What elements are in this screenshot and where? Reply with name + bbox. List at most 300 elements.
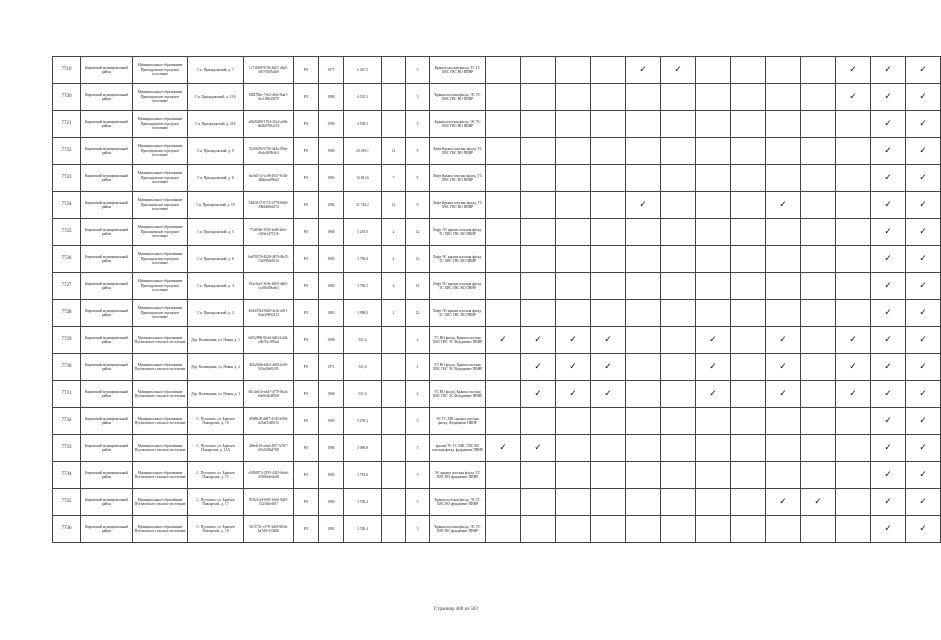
empty-cell <box>591 165 626 192</box>
cell-year: 1971 <box>319 354 344 381</box>
empty-cell <box>521 111 556 138</box>
empty-cell <box>521 300 556 327</box>
empty-cell <box>801 327 836 354</box>
empty-cell <box>486 462 521 489</box>
empty-cell <box>521 489 556 516</box>
check-mark-icon: ✓ <box>906 516 941 543</box>
empty-cell <box>661 111 696 138</box>
cell-fias-code: 6ac6d7c4-cc08-4927-8c5b-4b66aca09b23 <box>244 165 294 192</box>
cell-district: Кировский муниципальный район <box>81 327 133 354</box>
cell-type: РО <box>294 462 319 489</box>
cell-floors: 5 <box>406 57 430 84</box>
cell-year: 1985 <box>319 462 344 489</box>
cell-district: Кировский муниципальный район <box>81 273 133 300</box>
check-mark-icon: ✓ <box>906 354 941 381</box>
check-mark-icon: ✓ <box>836 57 871 84</box>
empty-cell <box>556 489 591 516</box>
empty-cell <box>731 246 766 273</box>
check-mark-icon: ✓ <box>871 516 906 543</box>
empty-cell <box>591 219 626 246</box>
cell-area: 5 218,0 <box>344 219 382 246</box>
cell-year: 1990 <box>319 111 344 138</box>
empty-cell <box>521 246 556 273</box>
check-mark-icon: ✓ <box>626 192 661 219</box>
cell-area: 3 796,9 <box>344 246 382 273</box>
empty-cell <box>486 138 521 165</box>
cell-lifts: 2 <box>382 300 406 327</box>
empty-cell <box>661 489 696 516</box>
empty-cell <box>731 354 766 381</box>
check-mark-icon: ✓ <box>906 111 941 138</box>
cell-area: 23 019,1 <box>344 138 382 165</box>
empty-cell <box>661 192 696 219</box>
cell-district: Кировский муниципальный район <box>81 300 133 327</box>
empty-cell <box>626 327 661 354</box>
empty-cell <box>661 219 696 246</box>
cell-type: РО <box>294 111 319 138</box>
empty-cell <box>801 57 836 84</box>
cell-municipality: Муниципальное образование Путиловское сельское поселение <box>133 408 188 435</box>
empty-cell <box>661 327 696 354</box>
empty-cell <box>556 57 591 84</box>
empty-cell <box>556 111 591 138</box>
cell-year: 1980 <box>319 138 344 165</box>
cell-works: Крыша плоская фасад. ЭС ТС ХВС ГВС ВО ПВНР <box>430 111 486 138</box>
empty-cell <box>836 516 871 543</box>
cell-address: Г.п. Приладожский, д. 21А <box>188 84 244 111</box>
empty-cell <box>696 138 731 165</box>
check-mark-icon: ✓ <box>521 435 556 462</box>
empty-cell <box>521 165 556 192</box>
check-mark-icon: ✓ <box>906 246 941 273</box>
cell-address: С. Путилово, ул. Братьев Пожарских, д. 13А <box>188 435 244 462</box>
cell-fias-code: 5b73731-c578-4d18-862b-ba7d9c155486 <box>244 516 294 543</box>
cell-type: РО <box>294 246 319 273</box>
empty-cell <box>731 516 766 543</box>
check-mark-icon: ✓ <box>906 435 941 462</box>
empty-cell <box>731 192 766 219</box>
empty-cell <box>696 219 731 246</box>
table-row <box>53 84 941 111</box>
cell-address: С. Путилово, ул. Братьев Пожарских, д. 18 <box>188 516 244 543</box>
cell-number: 7720 <box>53 84 81 111</box>
check-mark-icon: ✓ <box>836 381 871 408</box>
cell-number: 7722 <box>53 138 81 165</box>
table-row <box>53 57 941 84</box>
empty-cell <box>801 246 836 273</box>
check-mark-icon: ✓ <box>696 381 731 408</box>
cell-fias-code: 363a5b4b-bfb3-4663-b3f0-9f3a28a0f103 <box>244 354 294 381</box>
empty-cell <box>766 84 801 111</box>
cell-fias-code: 6a67857b-8228-4874-8625-13a9960e8116 <box>244 246 294 273</box>
check-mark-icon: ✓ <box>871 300 906 327</box>
empty-cell <box>766 138 801 165</box>
empty-cell <box>801 111 836 138</box>
cell-type: РО <box>294 516 319 543</box>
cell-number: 7723 <box>53 165 81 192</box>
table-row <box>53 273 941 300</box>
check-mark-icon: ✓ <box>556 381 591 408</box>
check-mark-icon: ✓ <box>766 192 801 219</box>
empty-cell <box>591 84 626 111</box>
cell-area: 4 558,3 <box>344 111 382 138</box>
check-mark-icon: ✓ <box>906 165 941 192</box>
empty-cell <box>626 354 661 381</box>
cell-municipality: Муниципальное образование Путиловское сельское поселение <box>133 381 188 408</box>
table-body <box>53 57 941 543</box>
empty-cell <box>521 57 556 84</box>
empty-cell <box>486 516 521 543</box>
check-mark-icon: ✓ <box>836 84 871 111</box>
table-row <box>53 111 941 138</box>
empty-cell <box>521 219 556 246</box>
empty-cell <box>591 273 626 300</box>
cell-works: Крыша плоская фасад. ТС ГС ХВС ГВС ВО ПВНР <box>430 57 486 84</box>
check-mark-icon: ✓ <box>906 192 941 219</box>
cell-municipality: Муниципальное образование Приладожское городское поселение <box>133 111 188 138</box>
check-mark-icon: ✓ <box>801 489 836 516</box>
empty-cell <box>801 84 836 111</box>
cell-number: 7728 <box>53 300 81 327</box>
cell-works: ЭС крыша плоская фасад. ТС ХВС ВО фундамент ПВНР <box>430 462 486 489</box>
cell-year: 1982 <box>319 192 344 219</box>
cell-year: 1989 <box>319 84 344 111</box>
cell-address: Дер. Валовщина, ул. Новая, д. 3 <box>188 381 244 408</box>
cell-floors: 5 <box>406 435 430 462</box>
cell-lifts <box>382 489 406 516</box>
cell-lifts <box>382 57 406 84</box>
cell-fias-code: d9d9b28-d087-4130-a39b-d25af54d9115 <box>244 408 294 435</box>
check-mark-icon: ✓ <box>871 273 906 300</box>
table-row <box>53 138 941 165</box>
empty-cell <box>591 489 626 516</box>
cell-number: 7733 <box>53 435 81 462</box>
check-mark-icon: ✓ <box>906 219 941 246</box>
cell-number: 7719 <box>53 57 81 84</box>
check-mark-icon: ✓ <box>906 489 941 516</box>
empty-cell <box>486 408 521 435</box>
empty-cell <box>626 408 661 435</box>
cell-area: 5 347,5 <box>344 57 382 84</box>
cell-year: 1968 <box>319 381 344 408</box>
check-mark-icon: ✓ <box>871 192 906 219</box>
cell-area: 12 831,6 <box>344 165 382 192</box>
empty-cell <box>626 516 661 543</box>
cell-floors: 12 <box>406 246 430 273</box>
check-mark-icon: ✓ <box>521 327 556 354</box>
cell-fias-code: 6d5f2996-0b4d-4d63-b4d4-a3b70cc993ad <box>244 327 294 354</box>
cell-address: Г.п. Приладожский, д. 6 <box>188 246 244 273</box>
empty-cell <box>836 165 871 192</box>
empty-cell <box>556 84 591 111</box>
cell-municipality: Муниципальное образование Приладожское городское поселение <box>133 57 188 84</box>
empty-cell <box>486 57 521 84</box>
check-mark-icon: ✓ <box>871 138 906 165</box>
cell-lifts: 12 <box>382 192 406 219</box>
empty-cell <box>696 165 731 192</box>
empty-cell <box>661 516 696 543</box>
cell-fias-code: 54d2f137-8715-4779-86b0-f08d400ebf7d <box>244 192 294 219</box>
cell-number: 7721 <box>53 111 81 138</box>
empty-cell <box>766 462 801 489</box>
check-mark-icon: ✓ <box>906 462 941 489</box>
check-mark-icon: ✓ <box>871 246 906 273</box>
document-table <box>52 56 941 543</box>
cell-area: 3 790,5 <box>344 273 382 300</box>
check-mark-icon: ✓ <box>906 273 941 300</box>
table-row <box>53 219 941 246</box>
check-mark-icon: ✓ <box>906 300 941 327</box>
empty-cell <box>486 246 521 273</box>
cell-district: Кировский муниципальный район <box>81 408 133 435</box>
empty-cell <box>486 300 521 327</box>
empty-cell <box>661 84 696 111</box>
cell-year: 1983 <box>319 300 344 327</box>
cell-fias-code: a8b45d98-1554-45a1-ae6b-664b0790227d <box>244 111 294 138</box>
empty-cell <box>836 273 871 300</box>
cell-lifts: 7 <box>382 165 406 192</box>
empty-cell <box>836 111 871 138</box>
empty-cell <box>836 219 871 246</box>
empty-cell <box>626 273 661 300</box>
empty-cell <box>591 408 626 435</box>
cell-fias-code: 7b5b3c3d-f691-45eb-9d25-3125fbfef617 <box>244 489 294 516</box>
cell-works: крыша ЭС ТС ХВС ГВС ВО плоская фасад. фундамент ПВНР <box>430 435 486 462</box>
empty-cell <box>626 246 661 273</box>
empty-cell <box>801 273 836 300</box>
table-row <box>53 300 941 327</box>
table-row <box>53 327 941 354</box>
cell-floors: 2 <box>406 381 430 408</box>
empty-cell <box>661 246 696 273</box>
empty-cell <box>556 138 591 165</box>
check-mark-icon: ✓ <box>556 327 591 354</box>
empty-cell <box>486 354 521 381</box>
empty-cell <box>556 435 591 462</box>
cell-district: Кировский муниципальный район <box>81 84 133 111</box>
empty-cell <box>486 489 521 516</box>
empty-cell <box>766 246 801 273</box>
cell-type: РО <box>294 489 319 516</box>
cell-type: РО <box>294 381 319 408</box>
empty-cell <box>486 111 521 138</box>
check-mark-icon: ✓ <box>696 327 731 354</box>
table-row <box>53 246 941 273</box>
cell-municipality: Муниципальное образование Приладожское городское поселение <box>133 138 188 165</box>
check-mark-icon: ✓ <box>661 57 696 84</box>
check-mark-icon: ✓ <box>591 327 626 354</box>
empty-cell <box>801 408 836 435</box>
cell-type: РО <box>294 327 319 354</box>
cell-municipality: Муниципальное образование Путиловское сельское поселение <box>133 354 188 381</box>
cell-address: С. Путилово, ул. Братьев Пожарских, д. 17 <box>188 489 244 516</box>
cell-municipality: Муниципальное образование Приладожское городское поселение <box>133 273 188 300</box>
empty-cell <box>626 219 661 246</box>
cell-type: РО <box>294 435 319 462</box>
check-mark-icon: ✓ <box>871 435 906 462</box>
cell-floors: 5 <box>406 111 430 138</box>
cell-type: РО <box>294 219 319 246</box>
cell-area: 3 998,0 <box>344 300 382 327</box>
cell-works: Лифт ЭС крыша плоская фасад. ТС ХВС ГВС ВО ПВНР <box>430 219 486 246</box>
empty-cell <box>836 192 871 219</box>
check-mark-icon: ✓ <box>766 381 801 408</box>
cell-works: Лифт Крыша плоская фасад. ТС ХВС ГВС ВО ПВНР <box>430 138 486 165</box>
cell-floors: 2 <box>406 354 430 381</box>
check-mark-icon: ✓ <box>486 327 521 354</box>
empty-cell <box>556 462 591 489</box>
empty-cell <box>591 138 626 165</box>
empty-cell <box>626 165 661 192</box>
empty-cell <box>486 192 521 219</box>
cell-address: Г.п. Приладожский, д. 9 <box>188 138 244 165</box>
check-mark-icon: ✓ <box>836 354 871 381</box>
check-mark-icon: ✓ <box>871 84 906 111</box>
empty-cell <box>731 489 766 516</box>
empty-cell <box>626 435 661 462</box>
cell-area: 4 535,3 <box>344 84 382 111</box>
empty-cell <box>731 165 766 192</box>
cell-district: Кировский муниципальный район <box>81 138 133 165</box>
empty-cell <box>591 462 626 489</box>
cell-municipality: Муниципальное образование Приладожское городское поселение <box>133 219 188 246</box>
empty-cell <box>731 327 766 354</box>
cell-year: 1968 <box>319 327 344 354</box>
empty-cell <box>591 111 626 138</box>
cell-lifts <box>382 462 406 489</box>
empty-cell <box>626 138 661 165</box>
empty-cell <box>521 462 556 489</box>
empty-cell <box>766 408 801 435</box>
empty-cell <box>696 489 731 516</box>
cell-address: Г.п. Приладожский, д. 4 <box>188 273 244 300</box>
check-mark-icon: ✓ <box>486 435 521 462</box>
cell-fias-code: 7e20fd7b-6756-444a-89cb-d6cb4f09b1b3 <box>244 138 294 165</box>
cell-type: РО <box>294 408 319 435</box>
check-mark-icon: ✓ <box>906 57 941 84</box>
empty-cell <box>556 273 591 300</box>
cell-district: Кировский муниципальный район <box>81 489 133 516</box>
cell-type: РО <box>294 354 319 381</box>
check-mark-icon: ✓ <box>871 165 906 192</box>
check-mark-icon: ✓ <box>696 354 731 381</box>
cell-type: РО <box>294 138 319 165</box>
cell-municipality: Муниципальное образование Путиловское сельское поселение <box>133 489 188 516</box>
check-mark-icon: ✓ <box>871 111 906 138</box>
cell-fias-code: 91ac9ea7-8c9e-4065-ab03-1a18bd58aeb1 <box>244 273 294 300</box>
cell-type: РО <box>294 165 319 192</box>
empty-cell <box>731 381 766 408</box>
cell-floors: 12 <box>406 300 430 327</box>
check-mark-icon: ✓ <box>871 57 906 84</box>
empty-cell <box>696 516 731 543</box>
cell-floors: 9 <box>406 192 430 219</box>
cell-number: 7734 <box>53 462 81 489</box>
check-mark-icon: ✓ <box>871 354 906 381</box>
empty-cell <box>626 300 661 327</box>
cell-district: Кировский муниципальный район <box>81 111 133 138</box>
table-row <box>53 408 941 435</box>
cell-floors: 12 <box>406 273 430 300</box>
cell-lifts <box>382 381 406 408</box>
empty-cell <box>556 192 591 219</box>
empty-cell <box>486 165 521 192</box>
cell-number: 7727 <box>53 273 81 300</box>
cell-municipality: Муниципальное образование Путиловское сельское поселение <box>133 435 188 462</box>
cell-works: Крыша плоская фасад. ЭС ТС ХВС ГВС ВО ПВНР <box>430 84 486 111</box>
cell-municipality: Муниципальное образование Путиловское сельское поселение <box>133 327 188 354</box>
empty-cell <box>801 219 836 246</box>
cell-works: Крыша плоская фасад. ЭС ТС ХВС ВО фундамент ПВНР <box>430 516 486 543</box>
cell-number: 7732 <box>53 408 81 435</box>
cell-lifts: 2 <box>382 273 406 300</box>
cell-floors: 12 <box>406 219 430 246</box>
cell-area: 3 783,8 <box>344 462 382 489</box>
empty-cell <box>766 111 801 138</box>
empty-cell <box>486 273 521 300</box>
empty-cell <box>661 354 696 381</box>
cell-district: Кировский муниципальный район <box>81 192 133 219</box>
cell-type: РО <box>294 273 319 300</box>
cell-district: Кировский муниципальный район <box>81 462 133 489</box>
empty-cell <box>801 435 836 462</box>
check-mark-icon: ✓ <box>871 408 906 435</box>
cell-number: 7735 <box>53 489 81 516</box>
empty-cell <box>766 219 801 246</box>
empty-cell <box>766 165 801 192</box>
empty-cell <box>801 354 836 381</box>
empty-cell <box>626 462 661 489</box>
cell-type: РО <box>294 192 319 219</box>
cell-fias-code: 20d437d4-0629-4e4c-a811-02ae29692113 <box>244 300 294 327</box>
cell-number: 7724 <box>53 192 81 219</box>
check-mark-icon: ✓ <box>836 327 871 354</box>
check-mark-icon: ✓ <box>906 381 941 408</box>
empty-cell <box>731 408 766 435</box>
check-mark-icon: ✓ <box>871 219 906 246</box>
empty-cell <box>556 219 591 246</box>
empty-cell <box>661 435 696 462</box>
cell-area: 531,4 <box>344 381 382 408</box>
check-mark-icon: ✓ <box>521 381 556 408</box>
empty-cell <box>801 192 836 219</box>
check-mark-icon: ✓ <box>591 381 626 408</box>
empty-cell <box>521 408 556 435</box>
check-mark-icon: ✓ <box>591 354 626 381</box>
cell-district: Кировский муниципальный район <box>81 435 133 462</box>
check-mark-icon: ✓ <box>871 489 906 516</box>
empty-cell <box>626 111 661 138</box>
check-mark-icon: ✓ <box>626 57 661 84</box>
check-mark-icon: ✓ <box>766 354 801 381</box>
cell-municipality: Муниципальное образование Приладожское городское поселение <box>133 165 188 192</box>
cell-lifts: 2 <box>382 219 406 246</box>
table-row <box>53 516 941 543</box>
cell-municipality: Муниципальное образование Приладожское городское поселение <box>133 246 188 273</box>
empty-cell <box>591 516 626 543</box>
page-footer: Страница 400 из 503 <box>434 607 478 612</box>
empty-cell <box>801 138 836 165</box>
cell-address: С. Путилово, ул. Братьев Пожарских, д. 15 <box>188 462 244 489</box>
cell-fias-code: a5830873-2395-4425-b6a6-d589fe4e6ed8 <box>244 462 294 489</box>
empty-cell <box>696 192 731 219</box>
empty-cell <box>801 381 836 408</box>
empty-cell <box>766 516 801 543</box>
empty-cell <box>766 300 801 327</box>
table-row <box>53 489 941 516</box>
empty-cell <box>766 435 801 462</box>
cell-municipality: Муниципальное образование Приладожское городское поселение <box>133 84 188 111</box>
